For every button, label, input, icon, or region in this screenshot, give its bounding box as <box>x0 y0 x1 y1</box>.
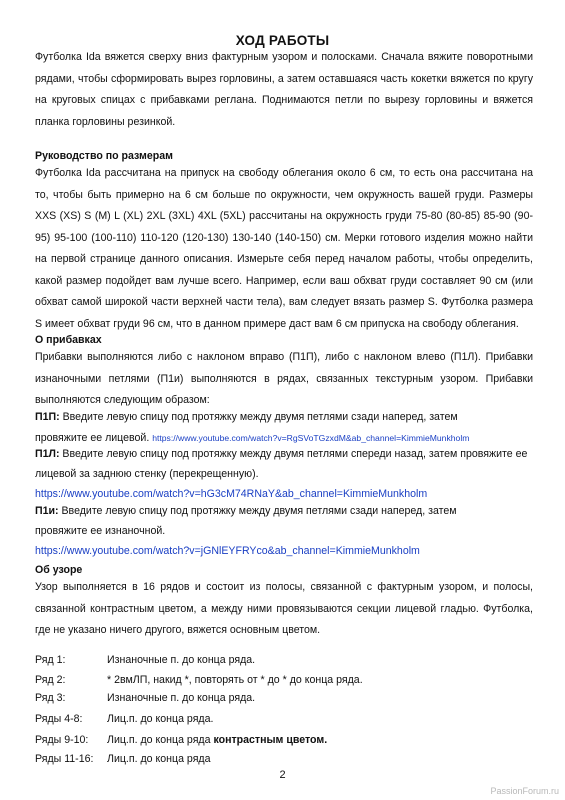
row-label: Ряды 11-16: <box>35 753 94 765</box>
p1l-line-2 <box>35 468 259 480</box>
row-instruction: Изнаночные п. до конца ряда. <box>107 654 256 666</box>
row-label: Ряд 2: <box>35 674 66 686</box>
sizes-heading: Руководство по размерам <box>35 150 173 162</box>
row-label: Ряд 3: <box>35 692 66 704</box>
intro-paragraph: Футболка Ida вяжется сверху вниз фактурным узором и полосками. Сначала вяжите поворотными рядами, чтобы сформировать вырез горловины, а затем оставшаяся часть кокетки вяжется по кругу на круговых спицах с прибавками реглана. Поднимаются петли по вырезу горловины и вяжется планка горловины резинкой. <box>35 51 533 128</box>
row-label: Ряды 4-8: <box>35 713 83 725</box>
p1i-label: П1и: <box>35 505 59 517</box>
p1p-line-1 <box>35 411 458 423</box>
row-instruction: Изнаночные п. до конца ряда. <box>107 692 256 704</box>
p1p-video-link[interactable]: https://www.youtube.com/watch?v=RgSVoTGzxdM&ab_channel=KimmieMunkholm <box>152 433 470 443</box>
row-instruction-text: Лиц.п. до конца ряда <box>107 734 214 746</box>
p1p-text-1: Введите левую спицу под протяжку между двумя петлями сзади наперед, затем <box>59 411 458 423</box>
p1l-label: П1Л: <box>35 448 60 460</box>
row-instruction-bold: контрастным цветом. <box>213 734 328 746</box>
p1p-label: П1П: <box>35 411 60 423</box>
p1i-line-2 <box>35 525 165 537</box>
sizes-paragraph: Футболка Ida рассчитана на припуск на свободу облегания около 6 см, то есть она рассчитана на то, чтобы быть примерно на 6 см больше по окружности, чем окружность вашей груди. Размеры XXS (XS) S (M) L (XL) 2XL (3XL) 4XL (5XL) рассчитаны на окружность груди 75-80 (80-85) 85-90 (90-95) 95-100 (100-110) 110-120 (120-130) 130-140 (140-150) см. Мерки готового изделия можно найти на первой странице данного описания. Измерьте себя перед началом работы, чтобы определить, какой размер подойдет вам лучше всего. Например, если ваш обхват груди составляет 90 см (или обхват самой широкой части верхней части тела), вам следует вязать размер S. Футболка размера S имеет обхват груди 96 см, что в данном примере даст вам 6 см припуска на свободу облегания. <box>35 167 533 330</box>
row-instruction: * 2вмЛП, накид *, повторять от * до * до конца ряда. <box>107 674 363 686</box>
p1l-video-link[interactable]: https://www.youtube.com/watch?v=hG3cM74RNaY&ab_channel=KimmieMunkholm <box>35 488 428 500</box>
pattern-paragraph: Узор выполняется в 16 рядов и состоит из полосы, связанной с фактурным узором, и полосы, связанной контрастным цветом, а между ними провязываются секции лицевой гладью. Футболка, где не указано ничего другого, вяжется основным цветом. <box>35 581 533 636</box>
row-label: Ряды 9-10: <box>35 734 89 746</box>
p1i-text-2: провяжите ее изнаночной. <box>35 525 166 537</box>
p1i-video-link[interactable]: https://www.youtube.com/watch?v=jGNlEYFRYco&ab_channel=KimmieMunkholm <box>35 545 420 557</box>
row-instruction <box>107 734 327 746</box>
watermark: PassionForum.ru <box>490 786 559 796</box>
p1i-line-3 <box>35 545 420 557</box>
p1p-text-2: провяжите ее лицевой. <box>35 432 150 444</box>
row-instruction: Лиц.п. до конца ряда. <box>107 713 214 725</box>
p1l-line-1 <box>35 448 527 460</box>
increases-paragraph: Прибавки выполняются либо с наклоном вправо (П1П), либо с наклоном влево (П1Л). Прибавки изнаночными петлями (П1и) выполняются в рядах, связанных текстурным узором. Прибавки выполняются следующим образом: <box>35 351 533 406</box>
increases-heading: О прибавках <box>35 334 102 346</box>
p1p-line-2 <box>35 432 469 444</box>
row-label: Ряд 1: <box>35 654 66 666</box>
p1i-text-1: Введите левую спицу под протяжку между двумя петлями сзади наперед, затем <box>58 505 457 517</box>
p1l-text-2: лицевой за заднюю стенку (перекрещенную). <box>35 468 259 480</box>
pattern-heading: Об узоре <box>35 564 83 576</box>
p1i-line-1 <box>35 505 457 517</box>
p1l-text-1: Введите левую спицу под протяжку между двумя петлями спереди назад, затем провяжите ее <box>59 448 528 460</box>
page-title: ХОД РАБОТЫ <box>235 33 330 48</box>
p1l-line-3 <box>35 488 427 500</box>
page-number: 2 <box>279 769 286 781</box>
row-instruction: Лиц.п. до конца ряда <box>107 753 211 765</box>
